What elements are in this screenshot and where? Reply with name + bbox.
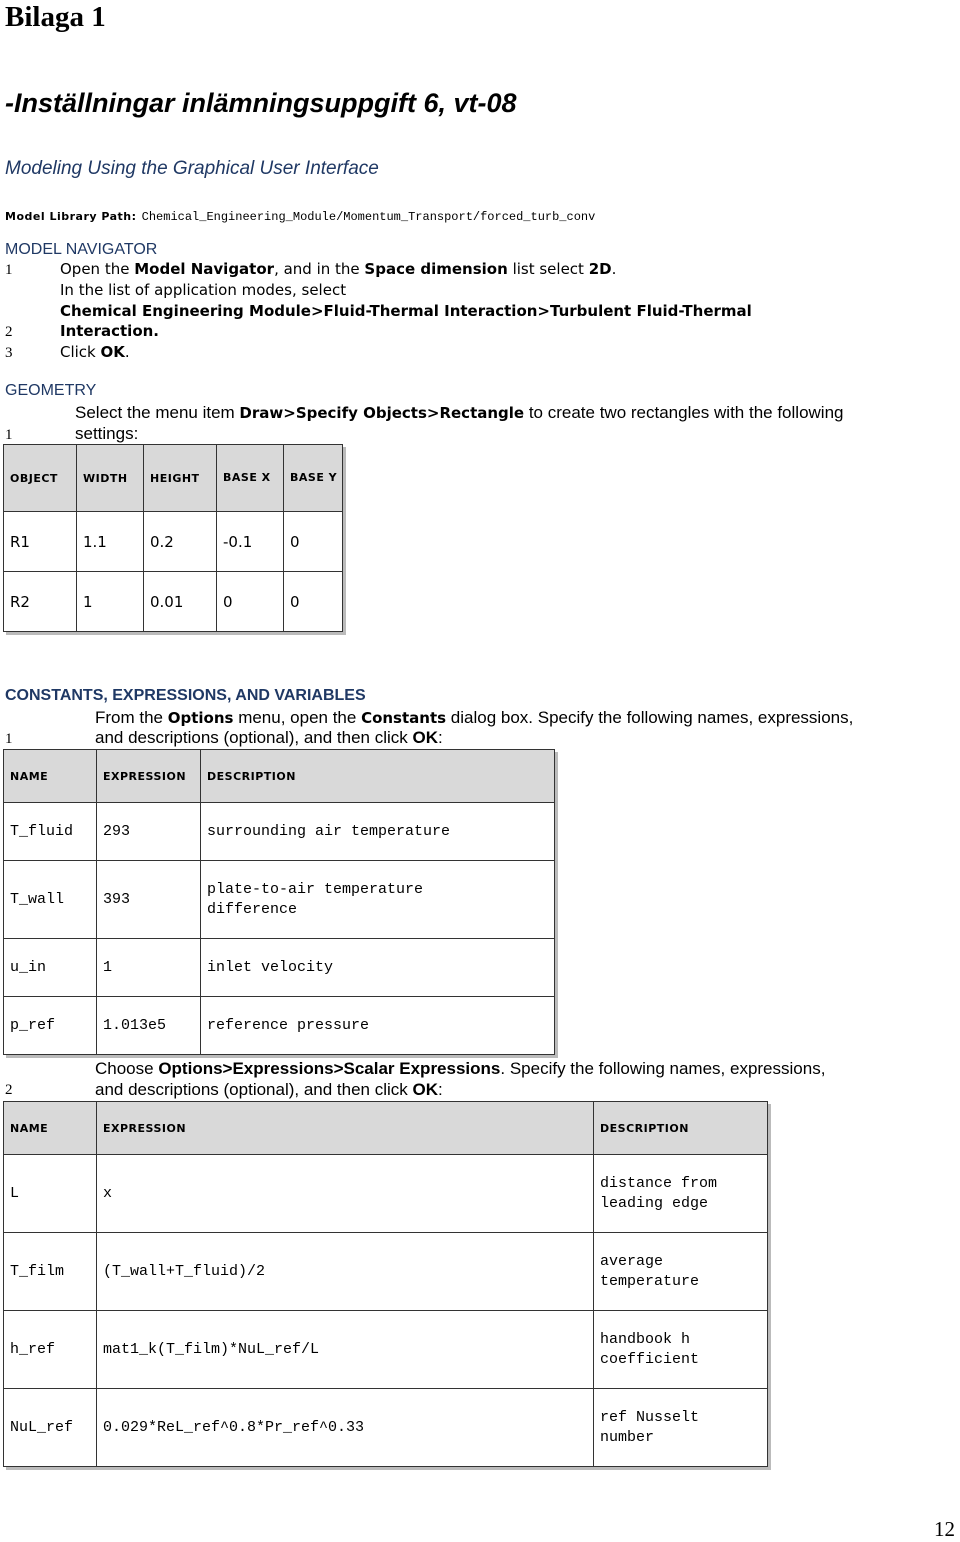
table-header: EXPRESSION — [97, 749, 201, 803]
table-header-row — [3, 444, 343, 512]
table-cell: surrounding air temperature — [201, 803, 555, 861]
table-cell: mat1_k(T_film)*NuL_ref/L — [97, 1311, 594, 1389]
table-row — [3, 997, 555, 1055]
document-heading: -Inställningar inlämningsuppgift 6, vt-08 — [5, 88, 517, 118]
document-subheading: Modeling Using the Graphical User Interface — [5, 158, 379, 179]
table-cell: 1 — [97, 939, 201, 997]
table-header-row — [3, 1101, 768, 1155]
table-header: WIDTH — [77, 444, 144, 512]
table-cell: 293 — [97, 803, 201, 861]
table-header: EXPRESSION — [97, 1101, 594, 1155]
table-cell: -0.1 — [217, 512, 284, 572]
table-cell: 0 — [284, 572, 343, 632]
section-title-geometry: GEOMETRY — [5, 382, 97, 399]
model-navigator-step-1: Open the Model Navigator, and in the Space dimension list select 2D. — [60, 260, 617, 278]
constants-step-2-line-1: Choose Options>Expressions>Scalar Expressions. Specify the following names, expressions, — [95, 1059, 826, 1078]
table-header: BASE X — [217, 444, 284, 512]
table-cell: NuL_ref — [3, 1389, 97, 1467]
table-cell: p_ref — [3, 997, 97, 1055]
table-cell: T_wall — [3, 861, 97, 939]
step-number: 1 — [5, 731, 13, 747]
table-header: DESCRIPTION — [594, 1101, 768, 1155]
table-header: NAME — [3, 1101, 97, 1155]
step-number: 2 — [5, 1082, 13, 1098]
table-row — [3, 1233, 768, 1311]
table-cell: average temperature — [594, 1233, 768, 1311]
page-title: Bilaga 1 — [5, 1, 106, 33]
table-cell: T_fluid — [3, 803, 97, 861]
scalar-expressions-table — [3, 1101, 768, 1467]
model-navigator-step-3: Click OK. — [60, 343, 130, 361]
table-row — [3, 512, 343, 572]
library-path-value: Chemical_Engineering_Module/Momentum_Transport/forced_turb_conv — [141, 210, 596, 224]
step-number: 1 — [5, 427, 13, 443]
table-cell: inlet velocity — [201, 939, 555, 997]
table-cell: L — [3, 1155, 97, 1233]
constants-step-2-line-2: and descriptions (optional), and then click OK: — [95, 1080, 443, 1099]
table-row — [3, 1155, 768, 1233]
table-row — [3, 1311, 768, 1389]
table-cell: distance from leading edge — [594, 1155, 768, 1233]
table-row — [3, 572, 343, 632]
rectangles-table — [3, 444, 343, 632]
table-header: DESCRIPTION — [201, 749, 555, 803]
table-cell: 0 — [217, 572, 284, 632]
table-header: HEIGHT — [144, 444, 217, 512]
table-cell: ref Nusselt number — [594, 1389, 768, 1467]
table-cell: plate-to-air temperature difference — [201, 861, 555, 939]
table-cell: h_ref — [3, 1311, 97, 1389]
table-cell: 393 — [97, 861, 201, 939]
table-header: NAME — [3, 749, 97, 803]
table-cell: R1 — [3, 512, 77, 572]
model-library-path — [5, 205, 595, 224]
table-cell: handbook h coefficient — [594, 1311, 768, 1389]
table-cell: 0.029*ReL_ref^0.8*Pr_ref^0.33 — [97, 1389, 594, 1467]
table-cell: T_film — [3, 1233, 97, 1311]
table-cell: reference pressure — [201, 997, 555, 1055]
geometry-step-1-line-1: Select the menu item Draw>Specify Objects>Rectangle to create two rectangles with the following — [75, 403, 844, 422]
table-header: BASE Y — [284, 444, 343, 512]
table-header-row — [3, 749, 555, 803]
page-number: 12 — [934, 1517, 955, 1541]
table-cell: 1.013e5 — [97, 997, 201, 1055]
table-cell: x — [97, 1155, 594, 1233]
constants-table — [3, 749, 555, 1055]
section-title-constants: CONSTANTS, EXPRESSIONS, AND VARIABLES — [5, 687, 366, 704]
table-cell: 1.1 — [77, 512, 144, 572]
table-cell: (T_wall+T_fluid)/2 — [97, 1233, 594, 1311]
table-row — [3, 803, 555, 861]
constants-step-1-line-2: and descriptions (optional), and then click OK: — [95, 728, 443, 747]
geometry-step-1-line-2: settings: — [75, 424, 139, 443]
model-navigator-step-2-line-1: In the list of application modes, select — [60, 281, 347, 299]
table-cell: 0 — [284, 512, 343, 572]
library-path-label: Model Library Path: — [5, 210, 137, 223]
step-number: 3 — [5, 345, 13, 361]
table-cell: R2 — [3, 572, 77, 632]
table-row — [3, 1389, 768, 1467]
model-navigator-step-2-line-3: Interaction. — [60, 322, 160, 340]
table-cell: 1 — [77, 572, 144, 632]
table-row — [3, 861, 555, 939]
constants-step-1-line-1: From the Options menu, open the Constants dialog box. Specify the following names, expressions, — [95, 708, 854, 727]
section-title-model-navigator: MODEL NAVIGATOR — [5, 241, 158, 258]
table-cell: u_in — [3, 939, 97, 997]
table-cell: 0.01 — [144, 572, 217, 632]
step-number: 1 — [5, 262, 13, 278]
model-navigator-step-2-line-2: Chemical Engineering Module>Fluid-Thermal Interaction>Turbulent Fluid-Thermal — [60, 302, 752, 320]
table-header: OBJECT — [3, 444, 77, 512]
step-number: 2 — [5, 324, 13, 340]
table-row — [3, 939, 555, 997]
table-cell: 0.2 — [144, 512, 217, 572]
